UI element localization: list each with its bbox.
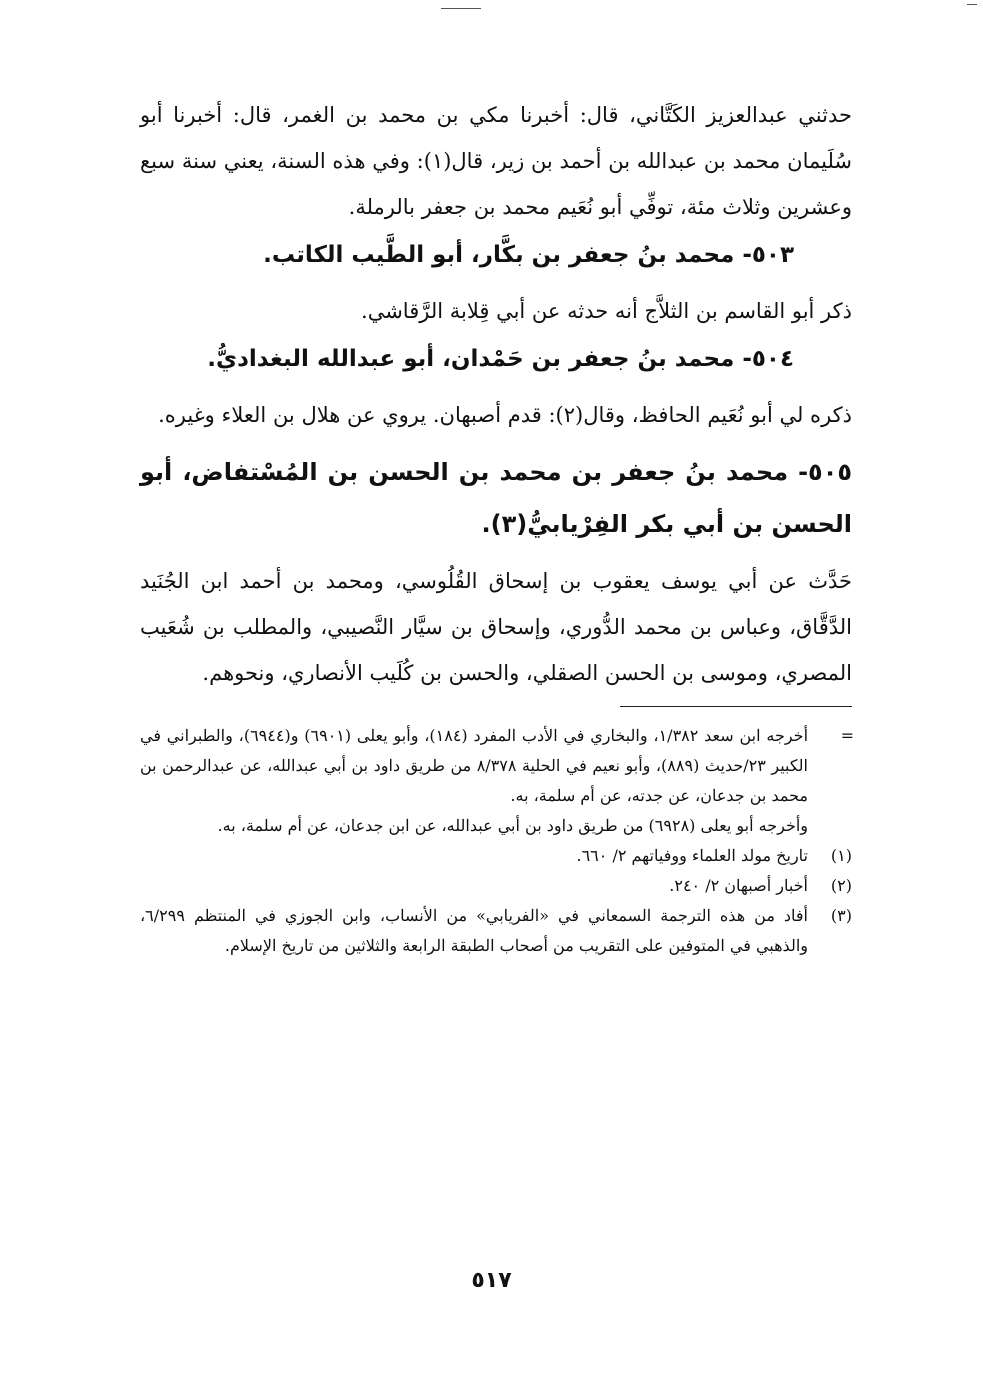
paragraph-1: حدثني عبدالعزيز الكَتَّاني، قال: أخبرنا مكي بن محمد بن الغمر، قال: أخبرنا أبو سُلَيمان محمد بن عبدالله بن أحمد بن زير، قال(١): وفي هذه السنة، يعني سنة سبع وعشرين وثلاث مئة، توفِّي أبو نُعَيم محمد بن جعفر بالرملة. — [140, 103, 853, 219]
continuation-marker: = — [840, 726, 854, 745]
footnote-continuation-text-2: وأخرجه أبو يعلى (٦٩٢٨) من طريق داود بن أبي عبدالله، عن ابن جدعان، عن أم سلمة، به. — [217, 816, 808, 835]
footnote-2-text: أخبار أصبهان ٢/ ٢٤٠. — [669, 876, 808, 895]
footnote-3-text: أفاد من هذه الترجمة السمعاني في «الفريابي» من الأنساب، وابن الجوزي في المنتظم ٦/٢٩٩، والذهبي في المتوفين على التقريب من أصحاب الطبقة الرابعة والثلاثين من تاريخ الإسلام. — [140, 906, 809, 955]
entry-503-heading: ٥٠٣- محمد بنُ جعفر بن بكَّار، أبو الطَّيب الكاتب. — [263, 242, 794, 268]
paragraph-4: حَدَّث عن أبي يوسف يعقوب بن إسحاق القُلُوسي، ومحمد بن أحمد ابن الجُنَيد الدَّقَّاق، وعباس بن محمد الدُّوري، وإسحاق بن سيَّار النَّصيبي، والمطلب بن شُعَيب المصري، وموسى بن الحسن الصقلي، والحسن بن كُلَيب الأنصاري، ونحوهم. — [140, 569, 852, 685]
paragraph-3: ذكره لي أبو نُعَيم الحافظ، وقال(٢): قدم أصبهان. يروي عن هلال بن العلاء وغيره. — [158, 403, 852, 427]
entry-505-heading: ٥٠٥- محمد بنُ جعفر بن محمد بن الحسن بن المُسْتفاض، أبو الحسن بن أبي بكر الفِرْيابيُّ(٣). — [140, 458, 852, 538]
paragraph-2: ذكر أبو القاسم بن الثلاَّج أنه حدثه عن أبي قِلابة الرَّقاشي. — [361, 299, 852, 323]
page-number: ٥١٧ — [471, 1268, 512, 1293]
footnote-continuation — [140, 721, 852, 841]
top-rule — [441, 8, 481, 9]
footnote-1-text: تاريخ مولد العلماء ووفياتهم ٢/ ٦٦٠. — [576, 846, 808, 865]
footnote-continuation-text-1: أخرجه ابن سعد ١/٣٨٢، والبخاري في الأدب المفرد (١٨٤)، وأبو يعلى (٦٩٠١) و(٦٩٤٤)، والطبراني في الكبير ٢٣/حديث (٨٨٩)، وأبو نعيم في الحلية ٨/٣٧٨ من طريق داود بن أبي عبدالله، عن عبدالرحمن بن محمد بن جدعان، عن جدته، عن أم سلمة، به. — [140, 726, 809, 805]
footnote-2 — [140, 871, 852, 901]
footnote-2-number: (٢) — [830, 876, 852, 895]
footnote-1-number: (١) — [830, 846, 852, 865]
footnote-separator — [620, 706, 852, 707]
footnote-1 — [140, 841, 852, 871]
footnotes — [140, 721, 852, 961]
corner-mark — [967, 4, 977, 5]
footnote-3 — [140, 901, 852, 961]
entry-504-heading: ٥٠٤- محمد بنُ جعفر بن حَمْدان، أبو عبدالله البغداديُّ. — [207, 346, 794, 372]
page-body — [140, 92, 852, 961]
footnote-3-number: (٣) — [830, 906, 852, 925]
